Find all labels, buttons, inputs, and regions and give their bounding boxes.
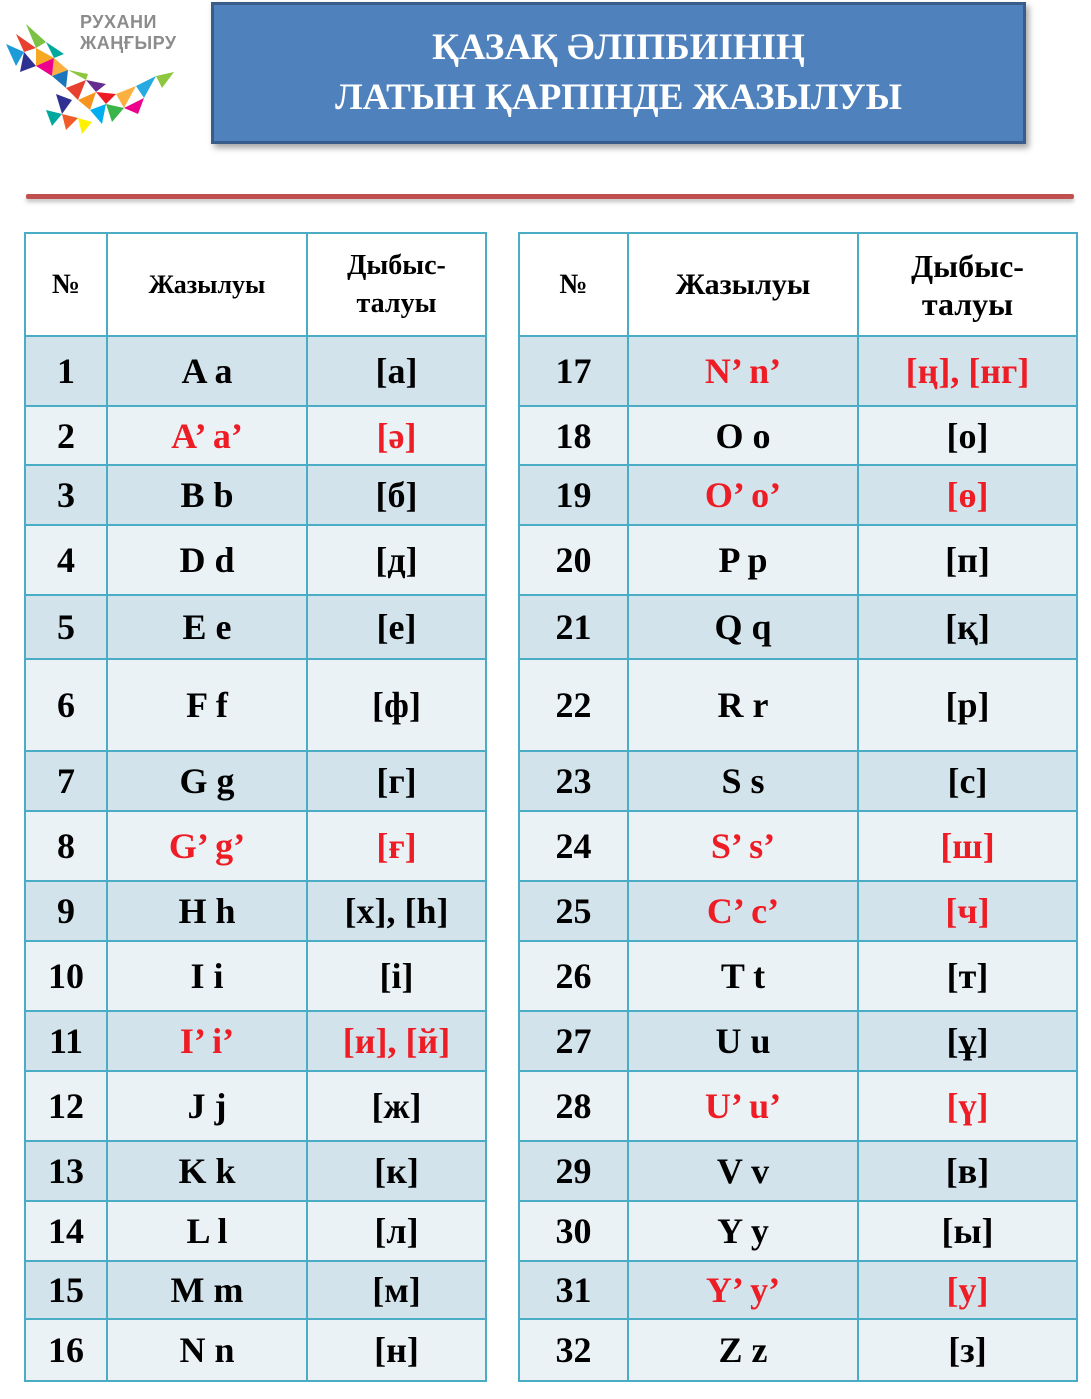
letter-number: 15	[25, 1261, 107, 1319]
alphabet-table-left	[24, 232, 487, 1382]
table-row	[25, 881, 486, 941]
latin-letter: A’ a’	[107, 406, 307, 465]
letter-number: 10	[25, 941, 107, 1011]
sound-value: [б]	[307, 465, 486, 525]
latin-letter: L l	[107, 1201, 307, 1261]
letter-number: 31	[519, 1261, 628, 1319]
sound-value: [ж]	[307, 1071, 486, 1141]
latin-letter: Z z	[628, 1319, 858, 1381]
latin-letter: U’ u’	[628, 1071, 858, 1141]
table-row	[519, 406, 1077, 465]
latin-letter: Y’ y’	[628, 1261, 858, 1319]
letter-number: 2	[25, 406, 107, 465]
table-header-row	[25, 233, 486, 336]
letter-number: 32	[519, 1319, 628, 1381]
latin-letter: D d	[107, 525, 307, 595]
sound-value: [к]	[307, 1141, 486, 1201]
sound-value: [о]	[858, 406, 1077, 465]
page-title	[211, 2, 1026, 144]
table-row	[519, 941, 1077, 1011]
latin-letter: F f	[107, 659, 307, 751]
sound-value: [м]	[307, 1261, 486, 1319]
latin-letter: Y y	[628, 1201, 858, 1261]
latin-letter: E e	[107, 595, 307, 659]
header-sound-line-2: талуы	[921, 285, 1014, 322]
logo-line-1: РУХАНИ	[80, 12, 157, 32]
sound-value: [н]	[307, 1319, 486, 1381]
letter-number: 26	[519, 941, 628, 1011]
sound-value: [е]	[307, 595, 486, 659]
table-row	[25, 751, 486, 811]
table-row	[25, 1201, 486, 1261]
ruhani-zhangyru-logo	[6, 6, 206, 136]
sound-value: [ф]	[307, 659, 486, 751]
letter-number: 5	[25, 595, 107, 659]
table-row	[25, 525, 486, 595]
table-row	[25, 1071, 486, 1141]
letter-number: 12	[25, 1071, 107, 1141]
sound-value: [д]	[307, 525, 486, 595]
table-row	[519, 1261, 1077, 1319]
latin-letter: I’ i’	[107, 1011, 307, 1071]
latin-letter: C’ c’	[628, 881, 858, 941]
letter-number: 17	[519, 336, 628, 406]
latin-letter: R r	[628, 659, 858, 751]
header-number: №	[519, 233, 628, 336]
divider-line	[26, 194, 1074, 199]
header-sound-line-1: Дыбыс-	[347, 249, 446, 281]
latin-letter: M m	[107, 1261, 307, 1319]
latin-letter: N n	[107, 1319, 307, 1381]
table-row	[25, 941, 486, 1011]
latin-letter: H h	[107, 881, 307, 941]
header-sound-line-1: Дыбыс-	[911, 247, 1024, 284]
table-row	[25, 1141, 486, 1201]
letter-number: 4	[25, 525, 107, 595]
table-row	[25, 659, 486, 751]
table-row	[519, 881, 1077, 941]
sound-value: [ч]	[858, 881, 1077, 941]
sound-value: [і]	[307, 941, 486, 1011]
table-row	[25, 811, 486, 881]
logo-line-2: ЖАҢҒЫРУ	[80, 33, 177, 53]
sound-value: [л]	[307, 1201, 486, 1261]
latin-letter: N’ n’	[628, 336, 858, 406]
title-line-1: ҚАЗАҚ ӘЛІПБИІНІҢ	[432, 27, 805, 68]
latin-letter: K k	[107, 1141, 307, 1201]
letter-number: 22	[519, 659, 628, 751]
latin-letter: G g	[107, 751, 307, 811]
letter-number: 27	[519, 1011, 628, 1071]
title-line-2: ЛАТЫН ҚАРПІНДЕ ЖАЗЫЛУЫ	[335, 77, 902, 118]
table-row	[25, 406, 486, 465]
latin-letter: Q q	[628, 595, 858, 659]
letter-number: 6	[25, 659, 107, 751]
table-row	[519, 751, 1077, 811]
table-row	[25, 595, 486, 659]
latin-letter: T t	[628, 941, 858, 1011]
letter-number: 11	[25, 1011, 107, 1071]
sound-value: [ү]	[858, 1071, 1077, 1141]
latin-letter: I i	[107, 941, 307, 1011]
header-writing: Жазылуы	[628, 233, 858, 336]
alphabet-table-right	[518, 232, 1078, 1382]
latin-letter: V v	[628, 1141, 858, 1201]
header-number: №	[25, 233, 107, 336]
letter-number: 18	[519, 406, 628, 465]
latin-letter: P p	[628, 525, 858, 595]
table-row	[519, 525, 1077, 595]
latin-letter: J j	[107, 1071, 307, 1141]
latin-letter: U u	[628, 1011, 858, 1071]
sound-value: [в]	[858, 1141, 1077, 1201]
table-row	[519, 1011, 1077, 1071]
header-sound	[858, 233, 1077, 336]
sound-value: [х], [h]	[307, 881, 486, 941]
sound-value: [у]	[858, 1261, 1077, 1319]
table-row	[519, 1141, 1077, 1201]
table-row	[25, 1261, 486, 1319]
table-row	[519, 1071, 1077, 1141]
table-row	[25, 1011, 486, 1071]
sound-value: [ө]	[858, 465, 1077, 525]
sound-value: [и], [й]	[307, 1011, 486, 1071]
letter-number: 16	[25, 1319, 107, 1381]
sound-value: [п]	[858, 525, 1077, 595]
letter-number: 25	[519, 881, 628, 941]
letter-number: 1	[25, 336, 107, 406]
table-row	[519, 465, 1077, 525]
letter-number: 30	[519, 1201, 628, 1261]
letter-number: 24	[519, 811, 628, 881]
table-row	[519, 811, 1077, 881]
letter-number: 20	[519, 525, 628, 595]
latin-letter: B b	[107, 465, 307, 525]
sound-value: [ә]	[307, 406, 486, 465]
letter-number: 8	[25, 811, 107, 881]
header-sound	[307, 233, 486, 336]
letter-number: 21	[519, 595, 628, 659]
latin-letter: O’ o’	[628, 465, 858, 525]
sound-value: [ұ]	[858, 1011, 1077, 1071]
latin-letter: S’ s’	[628, 811, 858, 881]
sound-value: [қ]	[858, 595, 1077, 659]
letter-number: 28	[519, 1071, 628, 1141]
sound-value: [ғ]	[307, 811, 486, 881]
latin-letter: A a	[107, 336, 307, 406]
letter-number: 19	[519, 465, 628, 525]
table-row	[519, 659, 1077, 751]
letter-number: 9	[25, 881, 107, 941]
header-sound-line-2: талуы	[356, 287, 437, 319]
latin-letter: S s	[628, 751, 858, 811]
sound-value: [с]	[858, 751, 1077, 811]
letter-number: 13	[25, 1141, 107, 1201]
sound-value: [ң], [нг]	[858, 336, 1077, 406]
table-header-row	[519, 233, 1077, 336]
letter-number: 7	[25, 751, 107, 811]
sound-value: [з]	[858, 1319, 1077, 1381]
table-row	[519, 1319, 1077, 1381]
table-row	[25, 1319, 486, 1381]
letter-number: 23	[519, 751, 628, 811]
sound-value: [ы]	[858, 1201, 1077, 1261]
sound-value: [a]	[307, 336, 486, 406]
letter-number: 29	[519, 1141, 628, 1201]
table-row	[519, 595, 1077, 659]
latin-letter: G’ g’	[107, 811, 307, 881]
latin-letter: O o	[628, 406, 858, 465]
sound-value: [г]	[307, 751, 486, 811]
letter-number: 14	[25, 1201, 107, 1261]
table-row	[25, 336, 486, 406]
table-row	[25, 465, 486, 525]
table-row	[519, 1201, 1077, 1261]
sound-value: [т]	[858, 941, 1077, 1011]
sound-value: [ш]	[858, 811, 1077, 881]
table-row	[519, 336, 1077, 406]
header-writing: Жазылуы	[107, 233, 307, 336]
sound-value: [р]	[858, 659, 1077, 751]
letter-number: 3	[25, 465, 107, 525]
